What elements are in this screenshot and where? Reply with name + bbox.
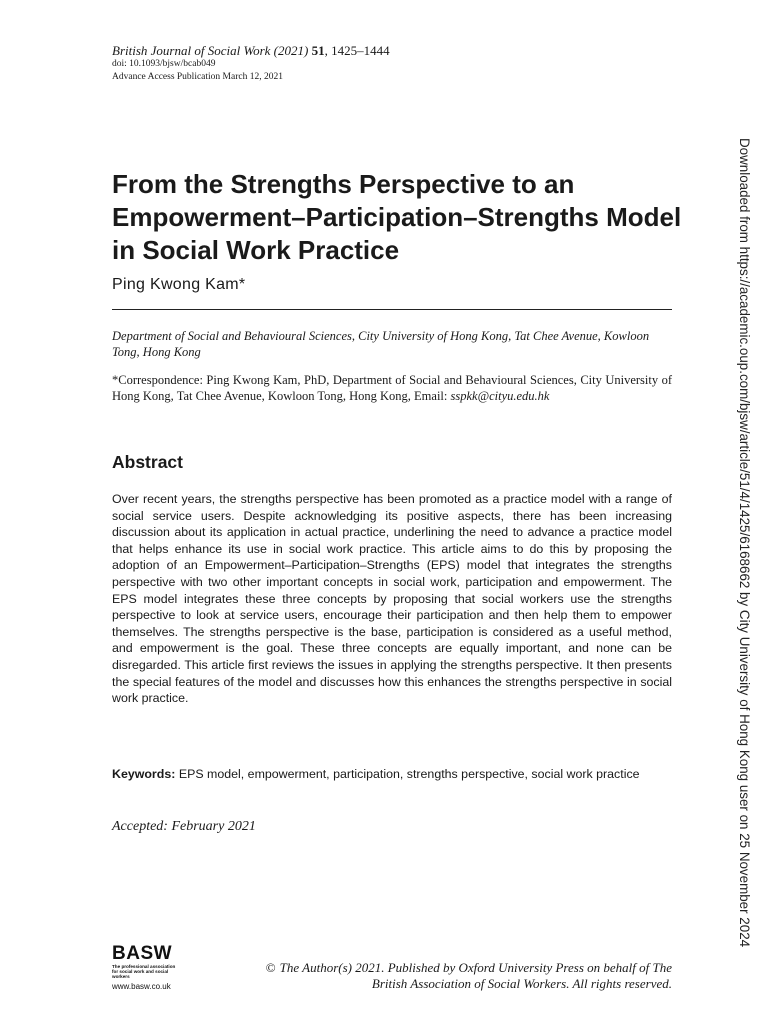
keywords-label: Keywords: xyxy=(112,767,176,781)
basw-logo-tagline: The professional association for social work and social workers xyxy=(112,964,176,979)
accepted-date: Accepted: February 2021 xyxy=(112,819,256,834)
copyright-notice xyxy=(230,960,672,992)
basw-logo-word: BASW xyxy=(112,943,173,964)
abstract-heading: Abstract xyxy=(112,452,183,472)
journal-header xyxy=(112,44,390,83)
basw-logo xyxy=(112,944,182,991)
keywords-list: EPS model, empowerment, participation, strengths perspective, social work practice xyxy=(178,767,640,781)
correspondence-text: *Correspondence: Ping Kwong Kam, PhD, Department of Social and Behavioural Sciences, City University of Hong Kong, Tat Chee Avenue, Kowloon Tong, Hong Kong, Email: xyxy=(112,373,672,403)
correspondence-note xyxy=(112,372,672,404)
title-divider xyxy=(112,309,672,310)
advance-access-date: Advance Access Publication March 12, 2021 xyxy=(112,71,283,82)
journal-name: British Journal of Social Work (2021) xyxy=(112,43,309,58)
author-affiliation: Department of Social and Behavioural Sciences, City University of Hong Kong, Tat Chee Avenue, Kowloon Tong, Hong Kong xyxy=(112,329,650,359)
download-watermark: Downloaded from https://academic.oup.com/bjsw/article/51/4/1425/6168662 by City University of Hong Kong user on 25 November 2024 xyxy=(737,138,752,948)
keywords-line xyxy=(112,766,672,783)
copyright-text: The Author(s) 2021. Published by Oxford University Press on behalf of The British Association of Social Workers. All rights reserved. xyxy=(279,960,672,991)
journal-volume: 51 xyxy=(311,43,325,58)
correspondence-email-link[interactable]: sspkk@cityu.edu.hk xyxy=(450,389,550,403)
article-author: Ping Kwong Kam* xyxy=(112,276,246,293)
copyright-icon: © xyxy=(265,960,276,975)
basw-url-link[interactable]: www.basw.co.uk xyxy=(112,982,171,991)
journal-doi[interactable]: doi: 10.1093/bjsw/bcab049 xyxy=(112,59,216,69)
abstract-body: Over recent years, the strengths perspective has been promoted as a practice model with a range of social service users. Despite acknowledging its positive aspects, there has been increasing discussion about its application in actual practice, underlining the need to advance a practice model that helps enhance its use in social work practice. This article aims to do this by proposing the adoption of an Empowerment–Participation–Strengths (EPS) model that integrates the strengths perspective with two other important concepts in social work, participation and empowerment. The EPS model integrates these three concepts by proposing that social workers use the strengths perspective to look at service users, encourage their participation and then help them to empower themselves. The strengths perspective is the base, participation is considered as a useful method, and empowerment is the goal. These three concepts are equally important, and none can be disregarded. This article first reviews the issues in applying the strengths perspective. It then presents the special features of the model and discusses how this enhances the strengths perspective in social work practice. xyxy=(112,492,672,706)
journal-citation xyxy=(112,44,390,57)
article-title: From the Strengths Perspective to an Empowerment–Participation–Strengths Model in Social Work Practice xyxy=(112,169,682,265)
journal-pages: , 1425–1444 xyxy=(324,43,390,58)
